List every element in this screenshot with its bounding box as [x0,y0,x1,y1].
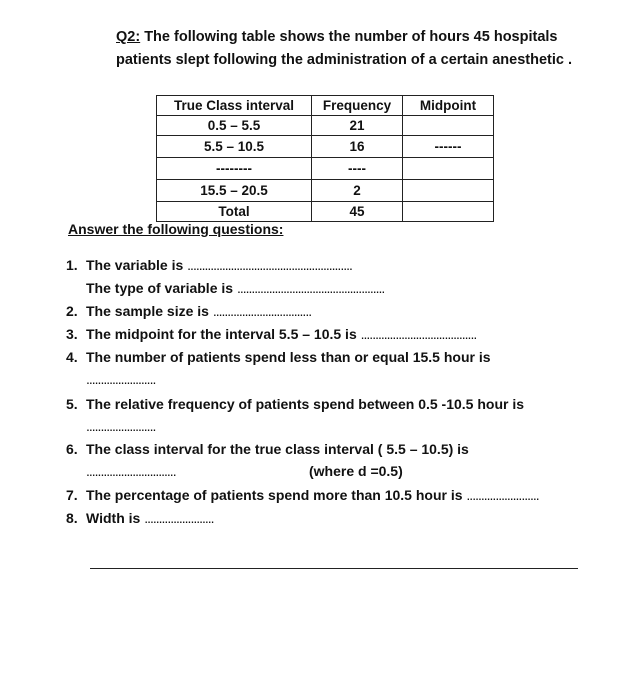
cell-frequency: 2 [312,180,403,202]
answer-blank[interactable]: ......................................................... [187,257,352,273]
item-text: The class interval for the true class interval ( 5.5 – 10.5) is [86,441,469,457]
answer-blank[interactable]: ................................................... [236,280,385,296]
item-text: The midpoint for the interval 5.5 – 10.5 is [86,326,361,342]
item-text: The sample size is [86,303,213,319]
table-row [157,116,494,136]
cell-total-midpoint [403,202,494,222]
answer-blank[interactable]: ........................ [144,510,214,526]
header-class-interval: True Class interval [157,96,312,116]
table-header-row [157,96,494,116]
question-title [116,26,616,72]
item-number: 3. [66,326,78,342]
table-row [157,136,494,158]
answer-heading: Answer the following questions: [68,221,284,237]
answer-blank[interactable]: ........................................ [360,326,477,342]
answer-blank[interactable]: ............................... [86,463,176,479]
answer-blank[interactable]: ......................... [466,487,539,503]
cell-frequency: 21 [312,116,403,136]
item-text: The type of variable is [86,280,237,296]
answer-item-4-blank [86,371,155,387]
table-row [157,158,494,180]
frequency-table [156,95,494,222]
cell-frequency: 16 [312,136,403,158]
item-text: The percentage of patients spend more than 10.5 hour is [86,487,467,503]
answer-item-6-note: (where d =0.5) [309,463,403,479]
table-row-total [157,202,494,222]
answer-item-8 [66,510,214,526]
question-text-line2: patients slept following the administration of a certain anesthetic . [116,52,573,68]
cell-interval: 0.5 – 5.5 [157,116,312,136]
answer-item-4 [66,349,491,365]
cell-midpoint [403,158,494,180]
item-text: The number of patients spend less than or equal 15.5 hour is [86,349,491,365]
item-number: 8. [66,510,78,526]
cell-midpoint [403,180,494,202]
item-number: 5. [66,396,78,412]
answer-item-5-blank [86,418,155,434]
answer-blank[interactable]: ........................ [86,418,156,434]
header-midpoint: Midpoint [403,96,494,116]
answer-item-1 [66,257,352,273]
item-number: 4. [66,349,78,365]
item-text: The variable is [86,257,188,273]
answer-item-7 [66,487,539,503]
item-text: Width is [86,510,145,526]
answer-item-3 [66,326,476,342]
answer-item-1b [86,280,384,296]
answer-blank[interactable]: .................................. [212,303,312,319]
cell-frequency: ---- [312,158,403,180]
item-number: 2. [66,303,78,319]
answer-item-5 [66,396,524,412]
cell-total-label: Total [157,202,312,222]
answer-item-6-blank [86,463,176,479]
item-text: The relative frequency of patients spend between 0.5 -10.5 hour is [86,396,525,412]
table-row [157,180,494,202]
cell-midpoint: ------ [403,136,494,158]
answer-item-6 [66,441,469,457]
cell-interval: 15.5 – 20.5 [157,180,312,202]
item-number: 1. [66,257,78,273]
header-frequency: Frequency [312,96,403,116]
bottom-rule-divider [90,568,578,569]
answer-blank[interactable]: ........................ [86,371,156,387]
question-number: Q2: [116,29,141,45]
item-number: 7. [66,487,78,503]
answer-item-2 [66,303,311,319]
cell-interval: 5.5 – 10.5 [157,136,312,158]
item-number: 6. [66,441,78,457]
question-text-line1: The following table shows the number of hours 45 hospitals [140,29,558,45]
cell-total-frequency: 45 [312,202,403,222]
cell-midpoint [403,116,494,136]
cell-interval: -------- [157,158,312,180]
